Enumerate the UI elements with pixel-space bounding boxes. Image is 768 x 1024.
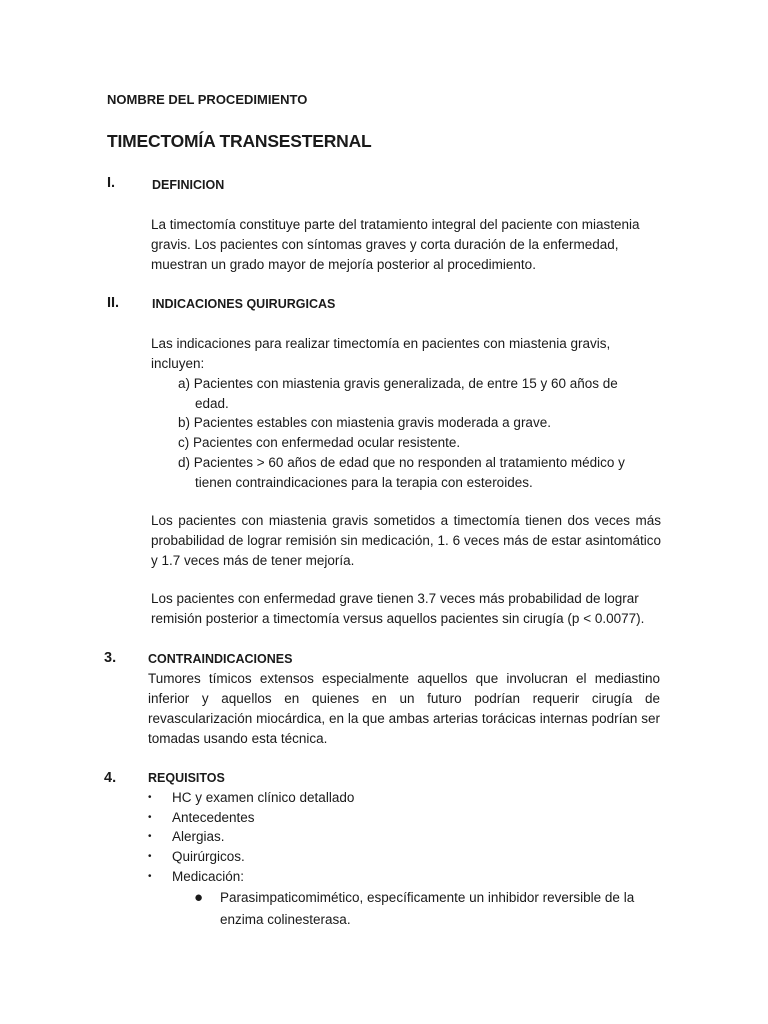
indication-item: c) Pacientes con enfermedad ocular resistente. — [178, 435, 461, 451]
procedure-label: NOMBRE DEL PROCEDIMIENTO — [107, 92, 308, 107]
requirement-text: Alergias. — [172, 829, 225, 845]
indication-item: a) Pacientes con miastenia gravis generalizada, de entre 15 y 60 años de edad. — [178, 376, 618, 411]
medication-sub-item — [194, 887, 680, 931]
section-3-number: 3. — [104, 650, 117, 666]
section-4-number: 4. — [104, 770, 117, 786]
bullet-icon: • — [148, 851, 152, 863]
requirement-item — [148, 808, 648, 828]
requirement-text: Antecedentes — [172, 809, 255, 825]
requirements-list — [148, 788, 648, 887]
requirement-item — [148, 788, 648, 808]
requirement-text: Quirúrgicos. — [172, 849, 245, 865]
section-1-number: I. — [107, 175, 116, 191]
procedure-title: TIMECTOMÍA TRANSESTERNAL — [107, 131, 372, 151]
requirement-item — [148, 847, 648, 867]
indication-item: b) Pacientes estables con miastenia gravis moderada a grave. — [178, 415, 551, 431]
bullet-icon: • — [148, 792, 152, 803]
requirement-item — [148, 827, 648, 847]
section-2-paragraph-1: Los pacientes con miastenia gravis sometidos a timectomía tienen dos veces más probabilidad de lograr remisión sin medicación, 1. 6 veces más de estar asintomático y 1.7 veces más de tener mejoría. — [151, 513, 661, 568]
sub-bullet-icon: ● — [194, 889, 204, 906]
bullet-icon: • — [148, 811, 152, 823]
requirement-item — [148, 867, 648, 887]
section-4-heading: REQUISITOS — [148, 771, 225, 785]
section-3-heading: CONTRAINDICACIONES — [148, 652, 293, 666]
section-2-paragraph-2: Los pacientes con enfermedad grave tienen 3.7 veces más probabilidad de lograr remisión posterior a timectomía versus aquellos pacientes sin cirugía (p < 0.0077). — [151, 591, 645, 626]
section-2-number: II. — [107, 295, 120, 311]
requirement-text: Medicación: — [172, 868, 245, 884]
bullet-icon: • — [148, 870, 152, 882]
section-1-text: La timectomía constituye parte del tratamiento integral del paciente con miastenia gravis. Los pacientes con síntomas graves y corta duración de la enfermedad, muestran un grado mayor de mejoría posterior al procedimiento. — [151, 217, 640, 272]
section-2-intro: Las indicaciones para realizar timectomía en pacientes con miastenia gravis, incluyen: — [151, 336, 611, 371]
bullet-icon: • — [148, 831, 152, 843]
requirement-text: HC y examen clínico detallado — [172, 790, 355, 805]
indication-item: d) Pacientes > 60 años de edad que no responden al tratamiento médico y tienen contraindicaciones para la terapia con esteroides. — [178, 454, 625, 490]
indications-list — [178, 374, 648, 492]
medication-sub-text: Parasimpaticomimético, específicamente un inhibidor reversible de la enzima colinesterasa. — [220, 890, 635, 927]
section-1-heading: DEFINICION — [152, 178, 225, 192]
section-3-text: Tumores tímicos extensos especialmente aquellos que involucran el mediastino inferior y aquellos en quienes en un futuro podrían requerir cirugía de revascularización miocárdica, en la que ambas arterias torácicas internas podrían ser tomadas usando esta técnica. — [148, 671, 660, 746]
section-2-heading: INDICACIONES QUIRURGICAS — [152, 297, 336, 311]
